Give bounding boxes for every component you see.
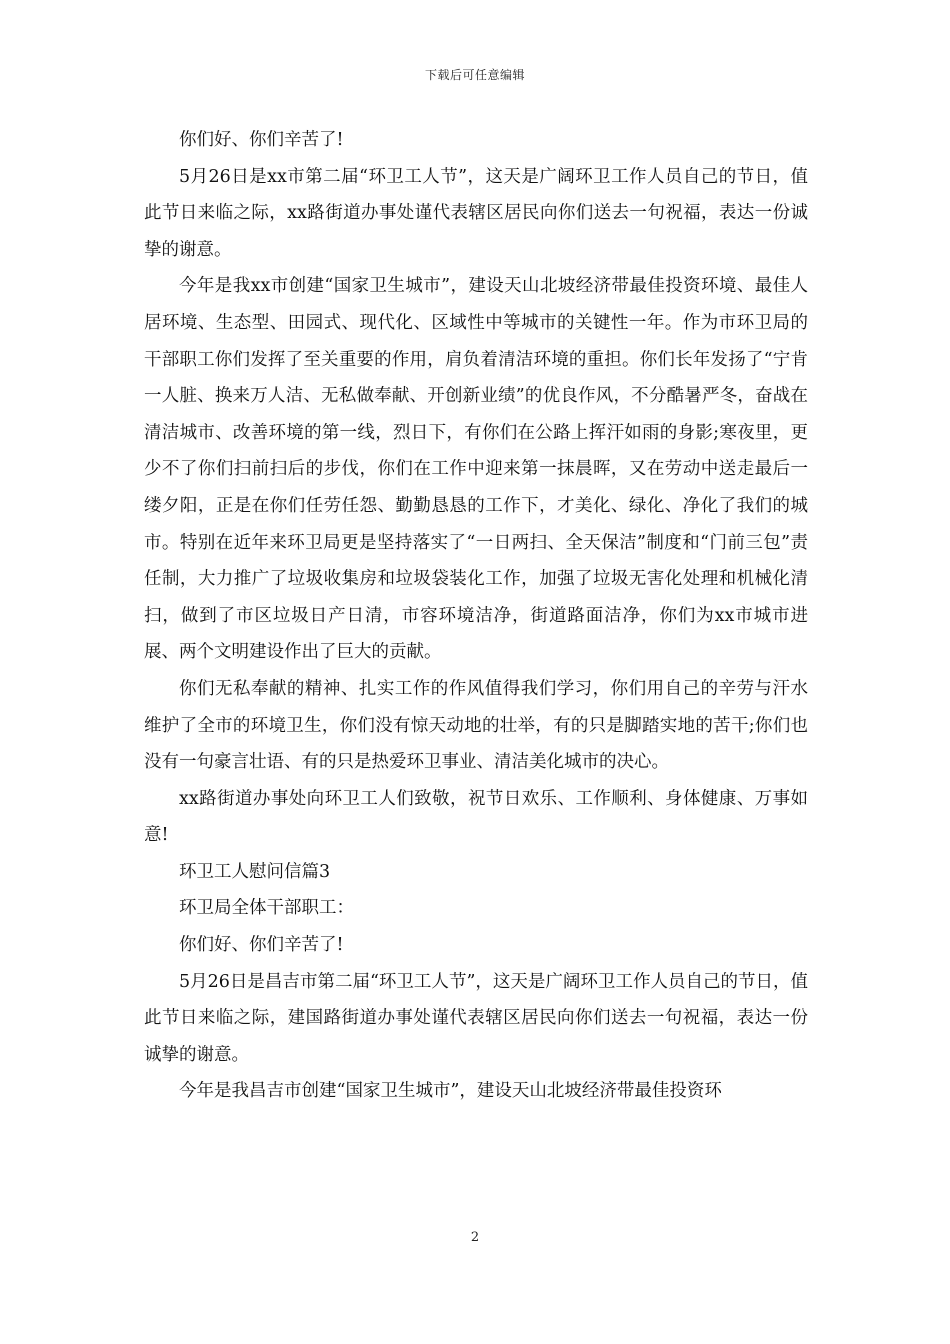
page-header-note: 下载后可任意编辑	[424, 68, 525, 82]
paragraph-dedication: 你们无私奉献的精神、扎实工作的作风值得我们学习，你们用自己的辛劳与汗水维护了全市的环境卫生，你们没有惊天动地的壮举，有的只是脚踏实地的苦干;你们也没有一句豪言壮语、有的只是热爱环卫事业、清洁美化城市的决心。	[144, 678, 808, 773]
paragraph-city-work-2: 今年是我昌吉市创建“国家卫生城市”，建设天山北坡经济带最佳投资环	[179, 1081, 722, 1102]
page-number: 2	[470, 1230, 480, 1245]
paragraph-city-work: 今年是我xx市创建“国家卫生城市”，建设天山北坡经济带最佳投资环境、最佳人居环境、生态型、田园式、现代化、区域性中等城市的关键性一年。作为市环卫局的干部职工你们发挥了至关重要的作用，肩负着清洁环境的重担。你们长年发扬了“宁肯一人脏、换来万人洁、无私做奉献、开创新业绩”的优良作风，不分酷暑严冬，奋战在清洁城市、改善环境的第一线，烈日下，有你们在公路上挥汗如雨的身影;寒夜里，更少不了你们扫前扫后的步伐，你们在工作中迎来第一抹晨晖，又在劳动中送走最后一缕夕阳，正是在你们任劳任怨、勤勤恳恳的工作下，才美化、绿化、净化了我们的城市。特别在近年来环卫局更是坚持落实了“一日两扫、全天保洁”制度和“门前三包”责任制，大力推广了垃圾收集房和垃圾袋装化工作，加强了垃圾无害化处理和机械化清扫，做到了市区垃圾日产日清，市容环境洁净，街道路面洁净，你们为xx市城市进展、两个文明建设作出了巨大的贡献。	[144, 276, 808, 663]
section-title: 环卫工人慰问信篇3	[179, 861, 331, 882]
paragraph-greeting-2: 你们好、你们辛苦了!	[179, 935, 344, 956]
paragraph-salute: xx路街道办事处向环卫工人们致敬，祝节日欢乐、工作顺利、身体健康、万事如意!	[144, 788, 808, 846]
paragraph-festival-intro: 5月26日是xx市第二届“环卫工人节”，这天是广阔环卫工作人员自己的节日，值此节日来临之际，xx路街道办事处谨代表辖区居民向你们送去一句祝福，表达一份诚挚的谢意。	[144, 166, 808, 260]
paragraph-addressee: 环卫局全体干部职工：	[179, 898, 354, 919]
paragraph-greeting: 你们好、你们辛苦了!	[179, 130, 344, 150]
document-body	[144, 122, 808, 1110]
paragraph-festival-intro-2: 5月26日是昌吉市第二届“环卫工人节”，这天是广阔环卫工作人员自己的节日，值此节日来临之际，建国路街道办事处谨代表辖区居民向你们送去一句祝福，表达一份诚挚的谢意。	[144, 971, 808, 1065]
